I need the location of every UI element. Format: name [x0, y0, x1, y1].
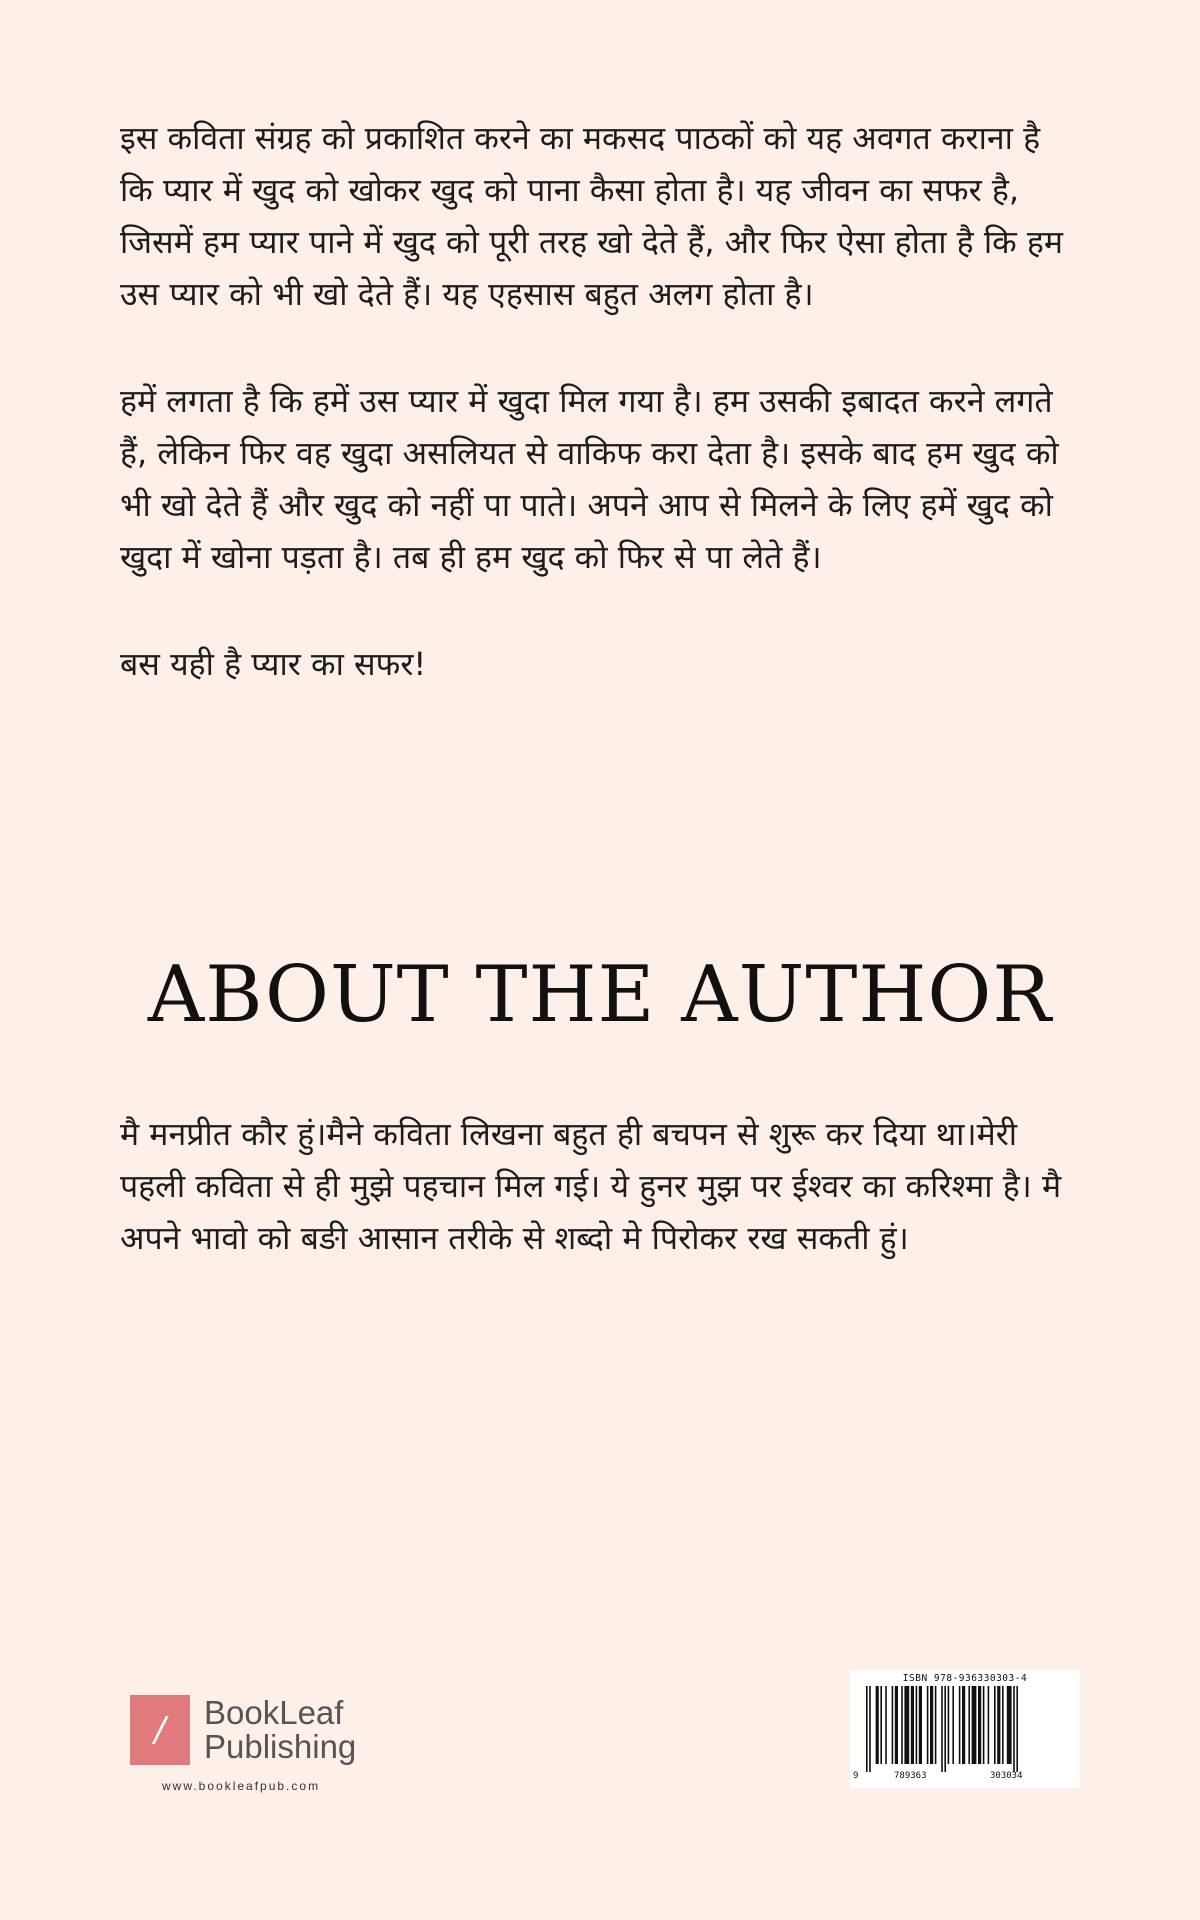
about-author-heading: ABOUT THE AUTHOR — [147, 950, 1053, 1040]
barcode-bar — [994, 1686, 996, 1764]
publisher-name-line1: BookLeaf — [204, 1694, 344, 1731]
barcode-bar — [919, 1686, 922, 1764]
barcode-bar — [944, 1686, 946, 1772]
barcode-bar — [869, 1686, 871, 1772]
barcode-bar — [1013, 1686, 1015, 1772]
barcode-bar — [892, 1686, 894, 1764]
barcode-bar — [997, 1686, 1000, 1764]
barcode-bar — [948, 1686, 950, 1764]
barcode-bar — [901, 1686, 903, 1764]
barcode-bars — [860, 1686, 1070, 1772]
barcode-bar — [930, 1686, 933, 1764]
barcode-digits-right: 303034 — [990, 1771, 1023, 1781]
barcode-bar — [916, 1686, 918, 1764]
barcode-bar — [1002, 1686, 1004, 1764]
blurb-paragraph-2: हमें लगता है कि हमें उस प्यार में खुदा मिल गया है। हम उसकी इबादत करने लगते हैं, लेकिन फिर वह खुदा असलियत से वाकिफ करा देता है। इसके बाद हम खुद को भी खो देते हैं और खुद को नहीं पा पाते। अपने आप से मिलने के लिए हमें खुद को खुदा में खोना पड़ता है। तब ही हम खुद को फिर से पा लेते हैं। — [120, 382, 1059, 576]
barcode-bar — [895, 1686, 898, 1764]
barcode-bar — [935, 1686, 937, 1764]
blurb-paragraph-3: बस यही है प्यार का सफर! — [120, 645, 427, 683]
barcode-bar — [866, 1686, 868, 1772]
publisher-url: www.bookleafpub.com — [162, 1779, 321, 1793]
barcode-bar — [880, 1686, 882, 1764]
barcode-bar — [988, 1686, 990, 1764]
barcode-bar — [904, 1686, 909, 1764]
blurb-paragraph-1: इस कविता संग्रह को प्रकाशित करने का मकसद पाठकों को यह अवगत कराना है कि प्यार में खुद को खोकर खुद को पाना कैसा होता है। यह जीवन का सफर है, जिसमें हम प्यार पाने में खुद को पूरी तरह खो देते हैं, और फिर ऐसा होता है कि हम उस प्यार को भी खो देते हैं। यह एहसास बहुत अलग होता है। — [120, 119, 1063, 313]
barcode-bar — [927, 1686, 929, 1764]
barcode-bar — [885, 1686, 887, 1764]
publisher-block — [130, 1695, 356, 1793]
publisher-name-line2: Publishing — [204, 1728, 357, 1765]
barcode-bar — [1016, 1686, 1018, 1772]
barcode-bar — [962, 1686, 965, 1764]
barcode-bar — [876, 1686, 879, 1764]
barcode-digit-first: 9 — [853, 1771, 859, 1781]
barcode-bar — [972, 1686, 977, 1764]
isbn-label: ISBN 978-936330303-4 — [902, 1673, 1028, 1684]
barcode-bar — [983, 1686, 985, 1764]
back-cover-blurb — [120, 112, 1080, 745]
barcode-digits-left: 789363 — [894, 1771, 927, 1781]
publisher-logo — [130, 1695, 356, 1765]
publisher-name — [204, 1696, 356, 1764]
barcode-bar — [1007, 1686, 1012, 1764]
barcode-bar — [941, 1686, 943, 1772]
publisher-logo-mark: / — [130, 1695, 190, 1765]
barcode-bar — [959, 1686, 961, 1764]
isbn-barcode — [850, 1670, 1080, 1788]
author-bio: मै मनप्रीत कौर हुं।मैने कविता लिखना बहुत ही बचपन से शुरू कर दिया था।मेरी पहली कविता से ही मुझे पहचान मिल गई। ये हुनर मुझ पर ईश्वर का करिश्मा है। मै अपने भावो को बङी आसान तरीके से शब्दो मे पिरोकर रख सकती हुं। — [120, 1115, 1062, 1257]
barcode-bar — [978, 1686, 981, 1764]
barcode-bar — [911, 1686, 914, 1764]
barcode-bar — [968, 1686, 970, 1764]
barcode-bar — [952, 1686, 954, 1764]
